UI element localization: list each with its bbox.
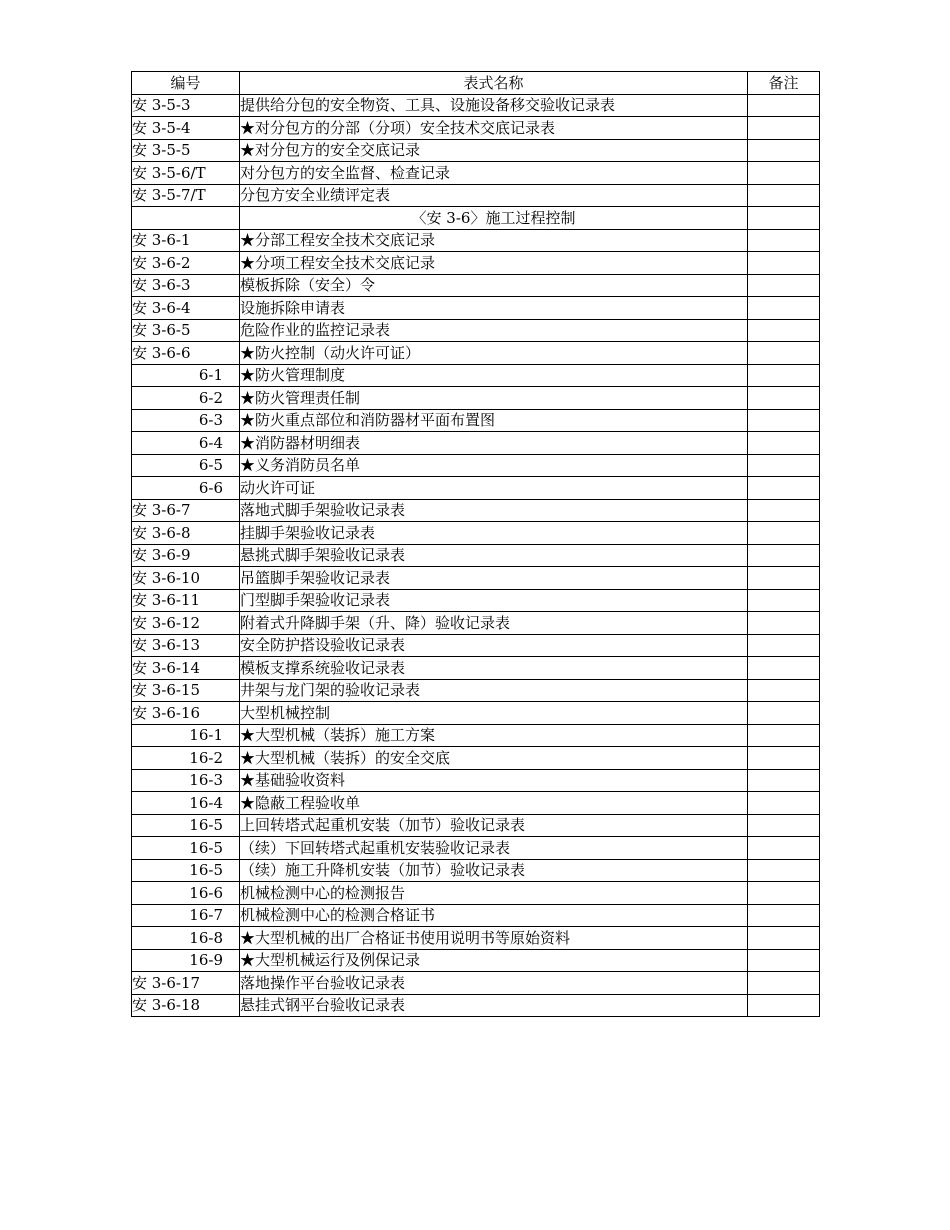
table-row bbox=[132, 117, 820, 140]
table-row bbox=[132, 387, 820, 410]
table-row bbox=[132, 702, 820, 725]
table-row bbox=[132, 972, 820, 995]
form-code-cell: 安 3-6-13 bbox=[132, 634, 240, 657]
form-name-cell: 井架与龙门架的验收记录表 bbox=[240, 679, 748, 702]
form-name-cell: 危险作业的监控记录表 bbox=[240, 319, 748, 342]
form-name-cell: ★大型机械（装拆）的安全交底 bbox=[240, 747, 748, 770]
header-row bbox=[132, 72, 820, 95]
form-code-cell: 6-5 bbox=[132, 454, 240, 477]
form-code-cell: 6-2 bbox=[132, 387, 240, 410]
note-cell bbox=[748, 544, 820, 567]
form-code-cell: 安 3-6-6 bbox=[132, 342, 240, 365]
form-code-cell bbox=[132, 207, 240, 230]
note-cell bbox=[748, 724, 820, 747]
note-cell bbox=[748, 589, 820, 612]
form-code-cell: 16-5 bbox=[132, 814, 240, 837]
form-code-cell: 安 3-6-5 bbox=[132, 319, 240, 342]
table-row bbox=[132, 94, 820, 117]
form-code-cell: 安 3-6-10 bbox=[132, 567, 240, 590]
form-code-cell: 安 3-5-6/T bbox=[132, 162, 240, 185]
form-name-cell: ★对分包方的安全交底记录 bbox=[240, 139, 748, 162]
form-name-cell: 悬挂式钢平台验收记录表 bbox=[240, 994, 748, 1017]
header-note: 备注 bbox=[748, 72, 820, 95]
form-name-cell: 安全防护搭设验收记录表 bbox=[240, 634, 748, 657]
table-row bbox=[132, 477, 820, 500]
form-code-cell: 16-7 bbox=[132, 904, 240, 927]
form-name-cell: （续）施工升降机安装（加节）验收记录表 bbox=[240, 859, 748, 882]
note-cell bbox=[748, 859, 820, 882]
form-code-cell: 安 3-6-9 bbox=[132, 544, 240, 567]
note-cell bbox=[748, 499, 820, 522]
table-row bbox=[132, 139, 820, 162]
form-code-cell: 16-8 bbox=[132, 927, 240, 950]
form-name-cell: 模板拆除（安全）令 bbox=[240, 274, 748, 297]
form-name-cell: 设施拆除申请表 bbox=[240, 297, 748, 320]
note-cell bbox=[748, 657, 820, 680]
note-cell bbox=[748, 702, 820, 725]
form-code-cell: 安 3-6-14 bbox=[132, 657, 240, 680]
form-name-cell: ★对分包方的分部（分项）安全技术交底记录表 bbox=[240, 117, 748, 140]
table-row bbox=[132, 994, 820, 1017]
form-name-cell: ★大型机械（装拆）施工方案 bbox=[240, 724, 748, 747]
form-code-cell: 安 3-6-3 bbox=[132, 274, 240, 297]
form-name-cell: ★防火控制（动火许可证） bbox=[240, 342, 748, 365]
table-body bbox=[132, 94, 820, 1017]
note-cell bbox=[748, 837, 820, 860]
note-cell bbox=[748, 274, 820, 297]
form-code-cell: 安 3-6-8 bbox=[132, 522, 240, 545]
table-row bbox=[132, 184, 820, 207]
table-row bbox=[132, 544, 820, 567]
form-name-cell: 模板支撑系统验收记录表 bbox=[240, 657, 748, 680]
table-row bbox=[132, 252, 820, 275]
form-name-cell: ★基础验收资料 bbox=[240, 769, 748, 792]
note-cell bbox=[748, 139, 820, 162]
note-cell bbox=[748, 454, 820, 477]
note-cell bbox=[748, 117, 820, 140]
note-cell bbox=[748, 634, 820, 657]
form-name-cell: ★分项工程安全技术交底记录 bbox=[240, 252, 748, 275]
note-cell bbox=[748, 769, 820, 792]
note-cell bbox=[748, 184, 820, 207]
form-code-cell: 16-5 bbox=[132, 837, 240, 860]
table-row bbox=[132, 297, 820, 320]
table-row bbox=[132, 522, 820, 545]
form-name-cell: 门型脚手架验收记录表 bbox=[240, 589, 748, 612]
form-name-cell: 上回转塔式起重机安装（加节）验收记录表 bbox=[240, 814, 748, 837]
table-row bbox=[132, 634, 820, 657]
note-cell bbox=[748, 522, 820, 545]
header-form-name: 表式名称 bbox=[240, 72, 748, 95]
note-cell bbox=[748, 252, 820, 275]
form-code-cell: 安 3-6-4 bbox=[132, 297, 240, 320]
table-row bbox=[132, 657, 820, 680]
table-row bbox=[132, 679, 820, 702]
form-code-cell: 安 3-6-11 bbox=[132, 589, 240, 612]
forms-index-table bbox=[131, 71, 820, 1017]
table-row bbox=[132, 904, 820, 927]
note-cell bbox=[748, 364, 820, 387]
table-row bbox=[132, 229, 820, 252]
form-code-cell: 6-3 bbox=[132, 409, 240, 432]
note-cell bbox=[748, 477, 820, 500]
form-code-cell: 安 3-5-3 bbox=[132, 94, 240, 117]
note-cell bbox=[748, 927, 820, 950]
note-cell bbox=[748, 949, 820, 972]
form-name-cell: ★防火重点部位和消防器材平面布置图 bbox=[240, 409, 748, 432]
form-code-cell: 安 3-6-18 bbox=[132, 994, 240, 1017]
table-row bbox=[132, 567, 820, 590]
form-name-cell: ★义务消防员名单 bbox=[240, 454, 748, 477]
note-cell bbox=[748, 207, 820, 230]
note-cell bbox=[748, 387, 820, 410]
table-header bbox=[132, 72, 820, 95]
table-row bbox=[132, 589, 820, 612]
note-cell bbox=[748, 679, 820, 702]
note-cell bbox=[748, 747, 820, 770]
note-cell bbox=[748, 882, 820, 905]
section-title-cell: 〈安 3-6〉施工过程控制 bbox=[240, 207, 748, 230]
form-code-cell: 16-6 bbox=[132, 882, 240, 905]
form-code-cell: 16-1 bbox=[132, 724, 240, 747]
form-name-cell: 附着式升降脚手架（升、降）验收记录表 bbox=[240, 612, 748, 635]
form-name-cell: 机械检测中心的检测报告 bbox=[240, 882, 748, 905]
note-cell bbox=[748, 319, 820, 342]
form-name-cell: 悬挑式脚手架验收记录表 bbox=[240, 544, 748, 567]
form-name-cell: 落地式脚手架验收记录表 bbox=[240, 499, 748, 522]
table-row bbox=[132, 769, 820, 792]
table-row bbox=[132, 409, 820, 432]
table-row bbox=[132, 274, 820, 297]
note-cell bbox=[748, 567, 820, 590]
form-code-cell: 安 3-6-1 bbox=[132, 229, 240, 252]
form-code-cell: 6-4 bbox=[132, 432, 240, 455]
form-code-cell: 16-5 bbox=[132, 859, 240, 882]
form-name-cell: 动火许可证 bbox=[240, 477, 748, 500]
table-row bbox=[132, 792, 820, 815]
form-name-cell: 分包方安全业绩评定表 bbox=[240, 184, 748, 207]
form-code-cell: 安 3-6-7 bbox=[132, 499, 240, 522]
form-name-cell: 提供给分包的安全物资、工具、设施设备移交验收记录表 bbox=[240, 94, 748, 117]
form-name-cell: ★分部工程安全技术交底记录 bbox=[240, 229, 748, 252]
note-cell bbox=[748, 342, 820, 365]
form-name-cell: ★防火管理责任制 bbox=[240, 387, 748, 410]
note-cell bbox=[748, 792, 820, 815]
form-code-cell: 安 3-6-2 bbox=[132, 252, 240, 275]
table-row bbox=[132, 162, 820, 185]
table-row bbox=[132, 949, 820, 972]
form-code-cell: 安 3-5-7/T bbox=[132, 184, 240, 207]
table-row bbox=[132, 342, 820, 365]
form-code-cell: 6-1 bbox=[132, 364, 240, 387]
note-cell bbox=[748, 162, 820, 185]
note-cell bbox=[748, 297, 820, 320]
form-name-cell: （续）下回转塔式起重机安装验收记录表 bbox=[240, 837, 748, 860]
form-name-cell: ★消防器材明细表 bbox=[240, 432, 748, 455]
form-name-cell: 对分包方的安全监督、检查记录 bbox=[240, 162, 748, 185]
note-cell bbox=[748, 94, 820, 117]
table-row bbox=[132, 837, 820, 860]
form-code-cell: 16-9 bbox=[132, 949, 240, 972]
table-row bbox=[132, 724, 820, 747]
table-row bbox=[132, 927, 820, 950]
note-cell bbox=[748, 229, 820, 252]
table-row bbox=[132, 319, 820, 342]
table-row bbox=[132, 432, 820, 455]
form-name-cell: ★大型机械运行及例保记录 bbox=[240, 949, 748, 972]
form-code-cell: 安 3-5-4 bbox=[132, 117, 240, 140]
note-cell bbox=[748, 972, 820, 995]
table-row bbox=[132, 747, 820, 770]
form-name-cell: 落地操作平台验收记录表 bbox=[240, 972, 748, 995]
table-row bbox=[132, 612, 820, 635]
form-code-cell: 安 3-5-5 bbox=[132, 139, 240, 162]
form-name-cell: ★隐蔽工程验收单 bbox=[240, 792, 748, 815]
form-name-cell: ★大型机械的出厂合格证书使用说明书等原始资料 bbox=[240, 927, 748, 950]
note-cell bbox=[748, 612, 820, 635]
form-name-cell: 机械检测中心的检测合格证书 bbox=[240, 904, 748, 927]
form-name-cell: ★防火管理制度 bbox=[240, 364, 748, 387]
note-cell bbox=[748, 432, 820, 455]
table-row bbox=[132, 499, 820, 522]
table-row bbox=[132, 814, 820, 837]
form-name-cell: 挂脚手架验收记录表 bbox=[240, 522, 748, 545]
form-code-cell: 安 3-6-12 bbox=[132, 612, 240, 635]
section-row bbox=[132, 207, 820, 230]
form-code-cell: 安 3-6-16 bbox=[132, 702, 240, 725]
table-row bbox=[132, 454, 820, 477]
header-code: 编号 bbox=[132, 72, 240, 95]
note-cell bbox=[748, 994, 820, 1017]
form-code-cell: 16-3 bbox=[132, 769, 240, 792]
form-code-cell: 安 3-6-17 bbox=[132, 972, 240, 995]
form-name-cell: 大型机械控制 bbox=[240, 702, 748, 725]
note-cell bbox=[748, 904, 820, 927]
form-code-cell: 6-6 bbox=[132, 477, 240, 500]
note-cell bbox=[748, 814, 820, 837]
table-row bbox=[132, 859, 820, 882]
note-cell bbox=[748, 409, 820, 432]
form-code-cell: 安 3-6-15 bbox=[132, 679, 240, 702]
form-name-cell: 吊篮脚手架验收记录表 bbox=[240, 567, 748, 590]
table-row bbox=[132, 364, 820, 387]
form-code-cell: 16-2 bbox=[132, 747, 240, 770]
table-row bbox=[132, 882, 820, 905]
form-code-cell: 16-4 bbox=[132, 792, 240, 815]
